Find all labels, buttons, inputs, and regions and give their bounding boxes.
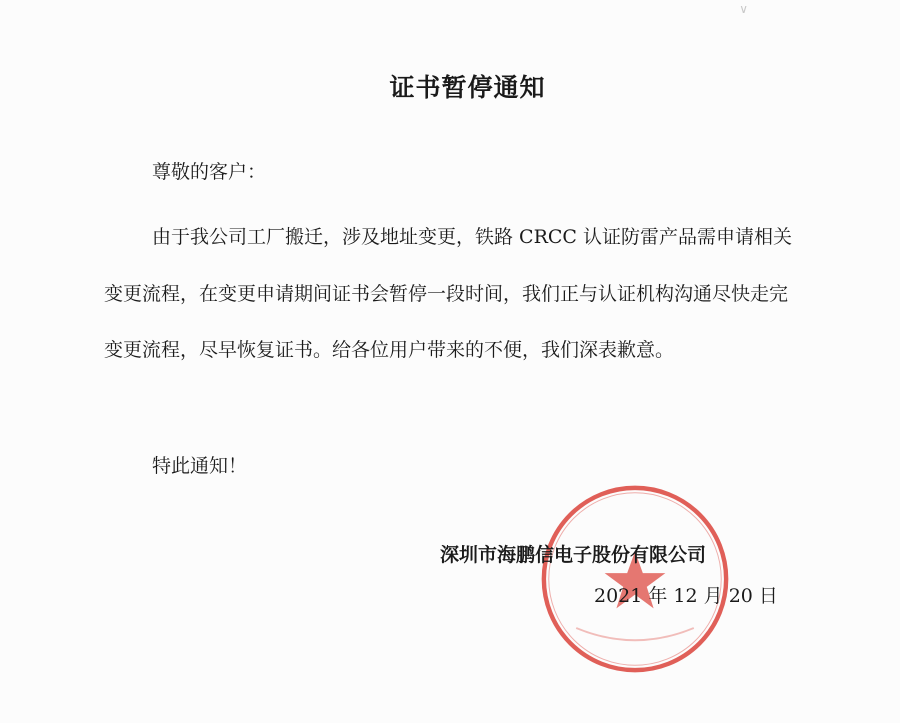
salutation: 尊敬的客户： [152,161,267,183]
company-name: 深圳市海鹏信电子股份有限公司 [440,544,707,566]
notice-date: 2021 年 12 月 20 日 [594,585,778,607]
notice-body [104,209,804,379]
scan-corner-mark: ∨ [739,2,748,16]
notice-title: 证书暂停通知 [389,73,546,102]
company-seal [537,481,733,677]
notice-body-text: 由于我公司工厂搬迁，涉及地址变更，铁路 CRCC 认证防雷产品需申请相关变更流程，在变更申请期间证书会暂停一段时间，我们正与认证机构沟通尽快走完变更流程，尽早恢复证书。给各位用户带来的不便，我们深表歉意。 [104,226,792,361]
closing-line: 特此通知！ [152,455,248,477]
